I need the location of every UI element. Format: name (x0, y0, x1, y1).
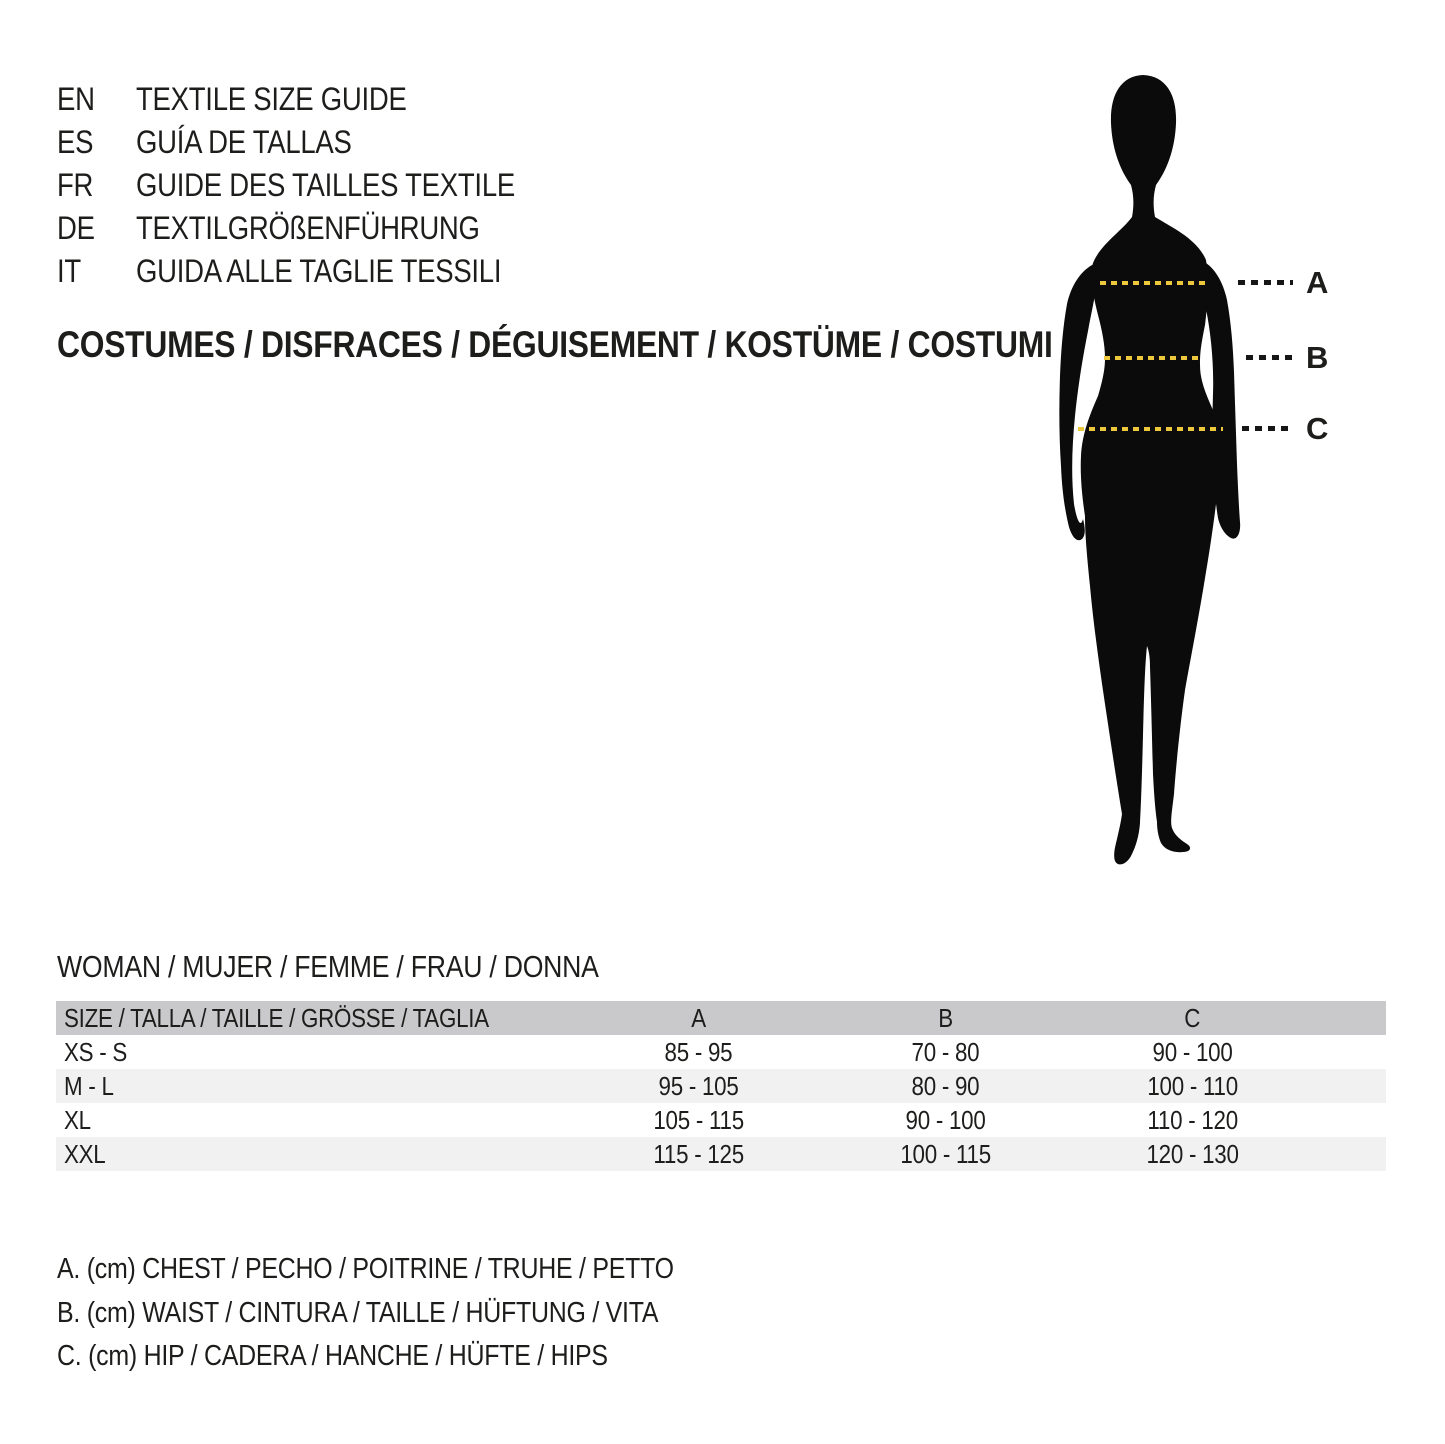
waist-measure-dash (1104, 356, 1203, 360)
woman-silhouette (1040, 75, 1260, 875)
hip-leader-dash (1242, 426, 1293, 431)
category-title: COSTUMES / DISFRACES / DÉGUISEMENT / KOSTÜME / COSTUMI (57, 324, 1053, 365)
hip-cell: 90 - 100 (1152, 1037, 1233, 1067)
size-cell: XXL (64, 1139, 106, 1169)
chest-measure-dash (1100, 281, 1210, 285)
waist-cell: 90 - 100 (905, 1105, 986, 1135)
chest-cell: 85 - 95 (664, 1037, 733, 1067)
language-row-de (57, 207, 577, 250)
waist-cell: 80 - 90 (911, 1071, 980, 1101)
measurement-legend (57, 1248, 774, 1379)
legend-line-chest: A. (cm) CHEST / PECHO / POITRINE / TRUHE / PETTO (57, 1253, 674, 1285)
chest-leader-dash (1238, 280, 1293, 285)
language-code: FR (57, 167, 94, 203)
language-row-fr (57, 164, 577, 207)
silhouette-body (1081, 75, 1223, 864)
legend-line-waist: B. (cm) WAIST / CINTURA / TAILLE / HÜFTUNG / VITA (57, 1296, 659, 1329)
guide-title-de: TEXTILGRÖßENFÜHRUNG (136, 210, 480, 246)
hip-cell: 100 - 110 (1147, 1071, 1238, 1101)
section-title-woman: WOMAN / MUJER / FEMME / FRAU / DONNA (57, 949, 599, 984)
header-column-a: A (691, 1003, 706, 1033)
guide-title-en: TEXTILE SIZE GUIDE (136, 81, 407, 117)
table-row-xxl (56, 1137, 1386, 1171)
language-code: DE (57, 210, 95, 246)
header-size-column: SIZE / TALLA / TAILLE / GRÖSSE / TAGLIA (64, 1003, 489, 1033)
hip-measure-dash (1078, 427, 1223, 431)
size-cell: XS - S (64, 1037, 128, 1067)
size-table (56, 1001, 1386, 1171)
waist-cell: 100 - 115 (900, 1139, 991, 1169)
language-title-list (57, 78, 577, 293)
guide-title-es: GUÍA DE TALLAS (136, 124, 352, 160)
legend-line-hip: C. (cm) HIP / CADERA / HANCHE / HÜFTE / HIPS (57, 1340, 608, 1372)
measure-label-hip: C (1306, 411, 1329, 446)
hip-cell: 120 - 130 (1146, 1139, 1239, 1169)
measure-label-waist: B (1306, 340, 1329, 375)
language-row-en (57, 78, 577, 121)
size-cell: XL (64, 1105, 91, 1135)
header-filler (1316, 1001, 1386, 1035)
chest-cell: 115 - 125 (653, 1139, 744, 1169)
chest-cell: 95 - 105 (658, 1071, 739, 1101)
header-column-c: C (1184, 1003, 1201, 1033)
language-row-es (57, 121, 577, 164)
guide-title-it: GUIDA ALLE TAGLIE TESSILI (136, 253, 502, 289)
language-code: ES (57, 124, 94, 160)
table-row-xs-s (56, 1035, 1386, 1069)
language-code: EN (57, 81, 95, 117)
hip-cell: 110 - 120 (1147, 1105, 1238, 1135)
measure-label-chest: A (1306, 265, 1329, 300)
size-cell: M - L (64, 1071, 114, 1101)
guide-title-fr: GUIDE DES TAILLES TEXTILE (136, 167, 515, 203)
table-row-m-l (56, 1069, 1386, 1103)
waist-cell: 70 - 80 (911, 1037, 980, 1067)
header-column-b: B (938, 1003, 953, 1033)
table-row-xl (56, 1103, 1386, 1137)
size-table-header (56, 1001, 1386, 1035)
waist-leader-dash (1246, 355, 1293, 360)
chest-cell: 105 - 115 (653, 1105, 744, 1135)
language-code: IT (57, 253, 81, 289)
language-row-it (57, 250, 577, 293)
